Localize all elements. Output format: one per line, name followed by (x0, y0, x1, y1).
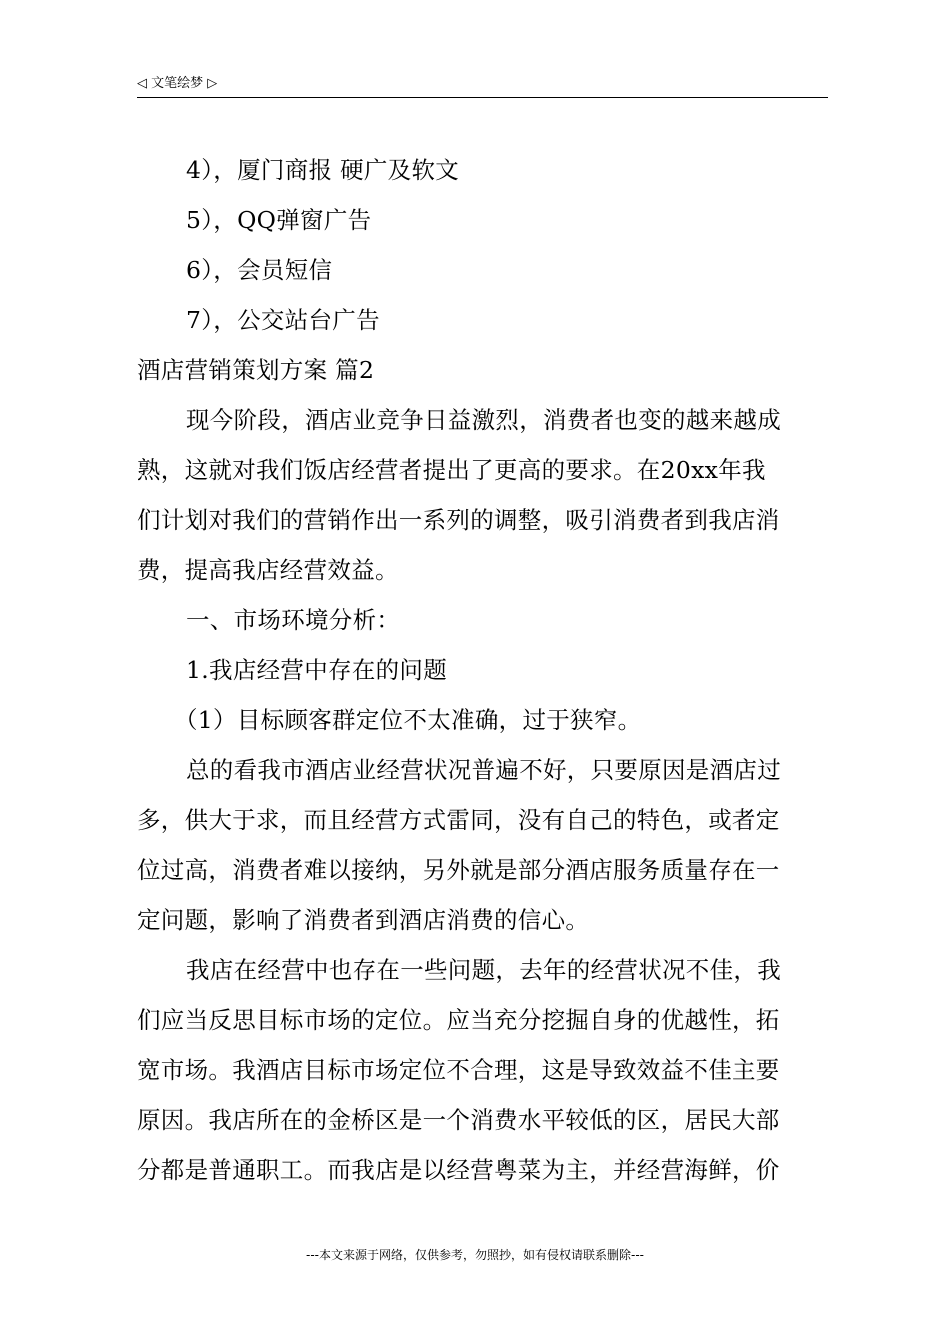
body-line: 熟，这就对我们饭店经营者提出了更高的要求。在20xx年我 (137, 456, 766, 484)
header-title: ◁ 文笔绘梦 ▷ (137, 76, 218, 91)
body-line: 宽市场。我酒店目标市场定位不合理，这是导致效益不佳主要 (137, 1056, 780, 1084)
body-line: （1）目标顾客群定位不太准确，过于狭窄。 (174, 706, 642, 734)
body-line: 我店在经营中也存在一些问题，去年的经营状况不佳，我 (186, 956, 781, 984)
body-line: 位过高，消费者难以接纳，另外就是部分酒店服务质量存在一 (137, 856, 780, 884)
body-line: 们计划对我们的营销作出一系列的调整，吸引消费者到我店消 (137, 506, 780, 534)
body-line: 6），会员短信 (186, 256, 333, 284)
body-line: 7），公交站台广告 (186, 306, 380, 334)
body-line: 4），厦门商报 硬广及软文 (186, 156, 460, 184)
page-header (137, 74, 827, 98)
body-line: 原因。我店所在的金桥区是一个消费水平较低的区，居民大部 (137, 1106, 780, 1134)
subsection-heading: 1.我店经营中存在的问题 (186, 656, 448, 684)
section-title: 酒店营销策划方案 篇2 (137, 356, 375, 384)
body-line: 5），QQ弹窗广告 (186, 206, 372, 234)
header-divider (137, 97, 828, 98)
body-line: 多，供大于求，而且经营方式雷同，没有自己的特色，或者定 (137, 806, 780, 834)
body-line: 分都是普通职工。而我店是以经营粤菜为主，并经营海鲜，价 (137, 1156, 780, 1184)
body-line: 定问题，影响了消费者到酒店消费的信心。 (137, 906, 590, 934)
body-line: 现今阶段，酒店业竞争日益激烈，消费者也变的越来越成 (186, 406, 781, 434)
subsection-heading: 一、市场环境分析： (186, 606, 401, 634)
page-footer: ---本文来源于网络，仅供参考，勿照抄，如有侵权请联系删除--- (306, 1248, 644, 1262)
body-line: 费，提高我店经营效益。 (137, 556, 399, 584)
body-line: 总的看我市酒店业经营状况普遍不好，只要原因是酒店过 (186, 756, 781, 784)
body-line: 们应当反思目标市场的定位。应当充分挖掘自身的优越性，拓 (137, 1006, 780, 1034)
